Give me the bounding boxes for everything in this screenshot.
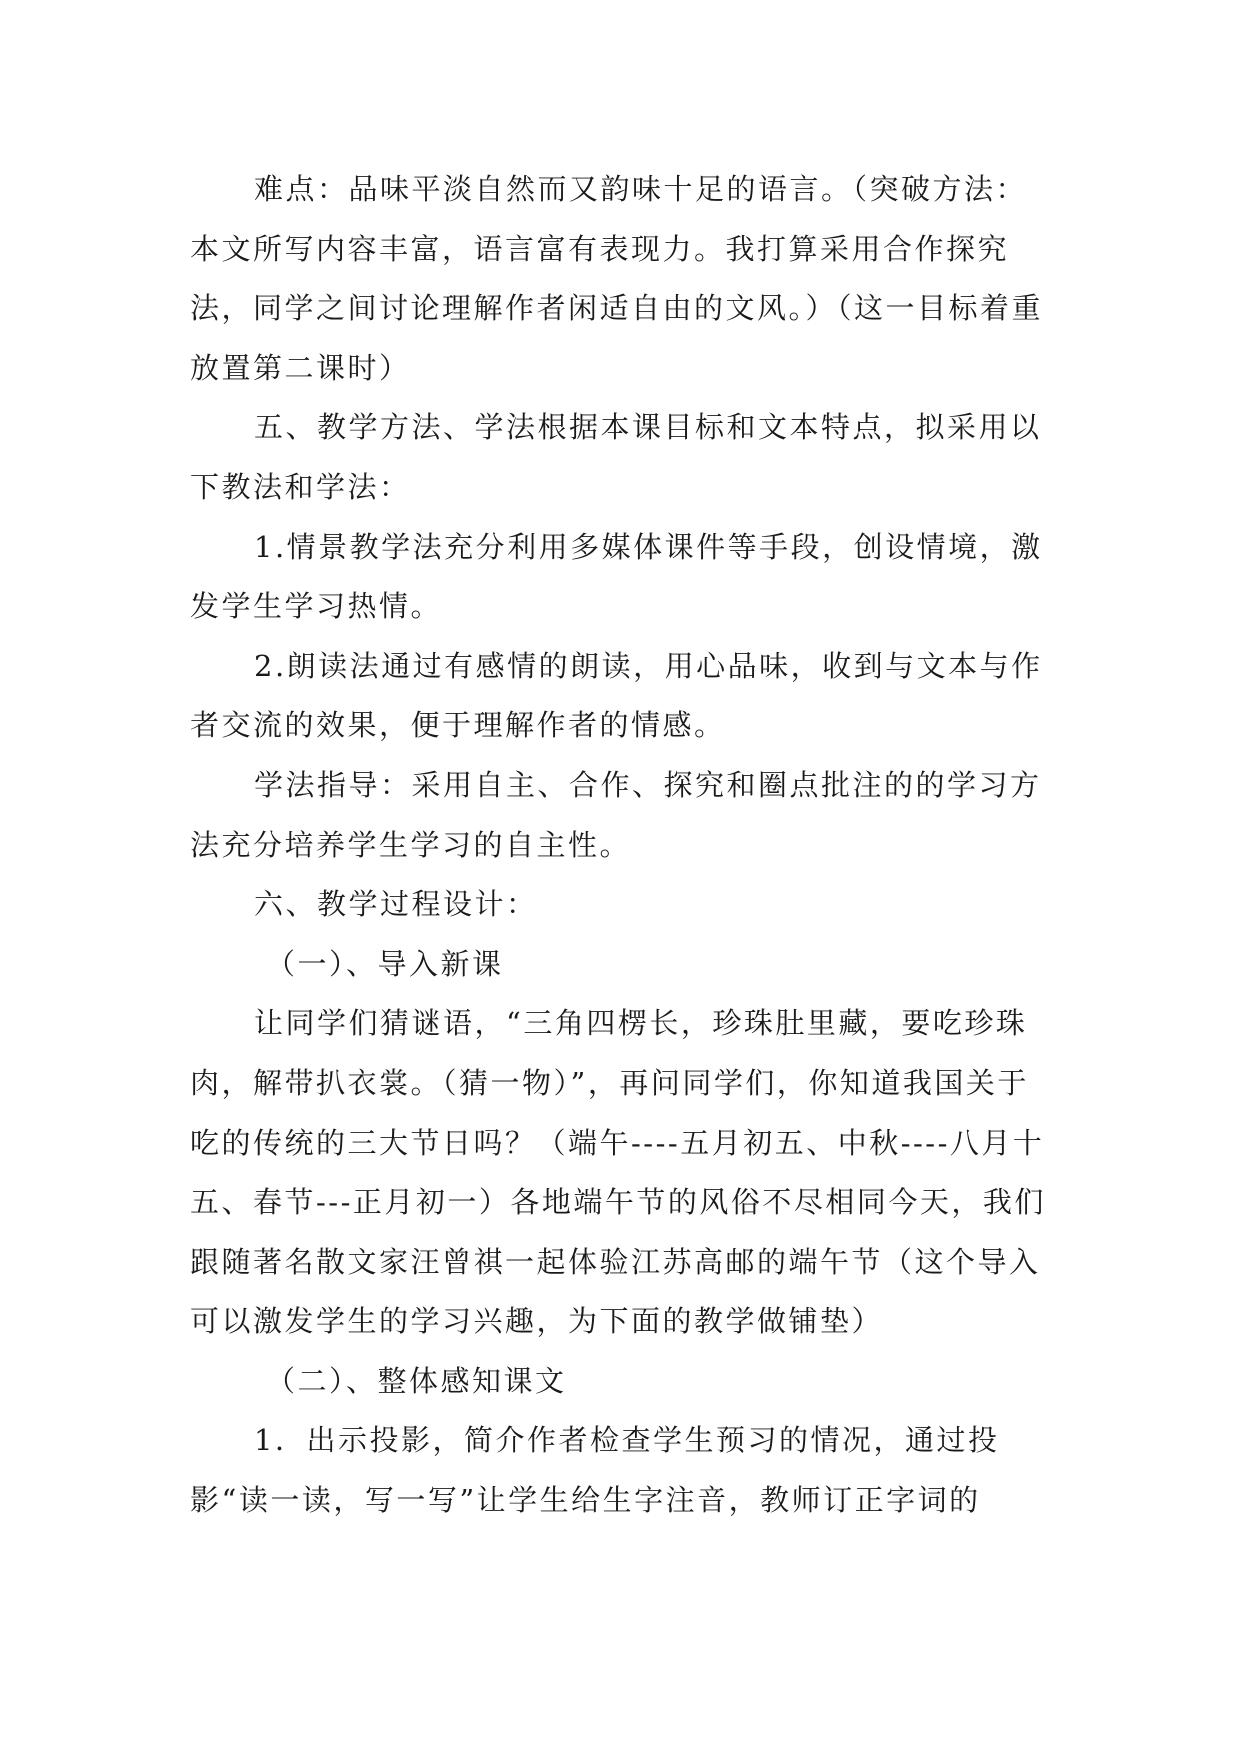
paragraph-section-six-heading: 六、教学过程设计： — [254, 887, 538, 922]
paragraph-projection: 1．出示投影，简介作者检查学生预习的情况，通过投影“读一读，写一写”让学生给生字注音，教师订正字词的 — [190, 1423, 1000, 1518]
paragraph-study-guidance: 学法指导：采用自主、合作、探究和圈点批注的的学习方法充分培养学生学习的自主性。 — [190, 767, 1042, 862]
document-body — [190, 160, 1052, 1531]
paragraph-sub-heading-intro: （一）、导入新课 — [266, 946, 504, 981]
paragraph-section-five-heading: 五、教学方法、学法根据本课目标和文本特点，拟采用以下教法和学法： — [190, 410, 1042, 504]
paragraph-difficulty: 难点：品味平淡自然而又韵味十足的语言。（突破方法：本文所写内容丰富，语言富有表现力。我打算采用合作探究法，同学之间讨论理解作者闲适自由的文风。）（这一目标着重放置第二课时） — [190, 172, 1044, 385]
paragraph-method-scenario: 1.情景教学法充分利用多媒体课件等手段，创设情境，激发学生学习热情。 — [190, 529, 1043, 624]
paragraph-sub-heading-overview: （二）、整体感知课文 — [266, 1363, 567, 1398]
paragraph-intro-riddle: 让同学们猜谜语，“三角四楞长，珍珠肚里藏，要吃珍珠肉，解带扒衣裳。（猜一物）”，再问同学们，你知道我国关于吃的传统的三大节日吗？（端午----五月初五、中秋----八月十五、春节---正月初一）各地端午节的风俗不尽相同今天，我们跟随著名散文家汪曾祺一起体验江苏高邮的端午节（这个导入可以激发学生的学习兴趣，为下面的教学做铺垫） — [190, 1006, 1046, 1339]
paragraph-method-reading: 2.朗读法通过有感情的朗读，用心品味，收到与文本与作者交流的效果，便于理解作者的情感。 — [190, 648, 1043, 743]
